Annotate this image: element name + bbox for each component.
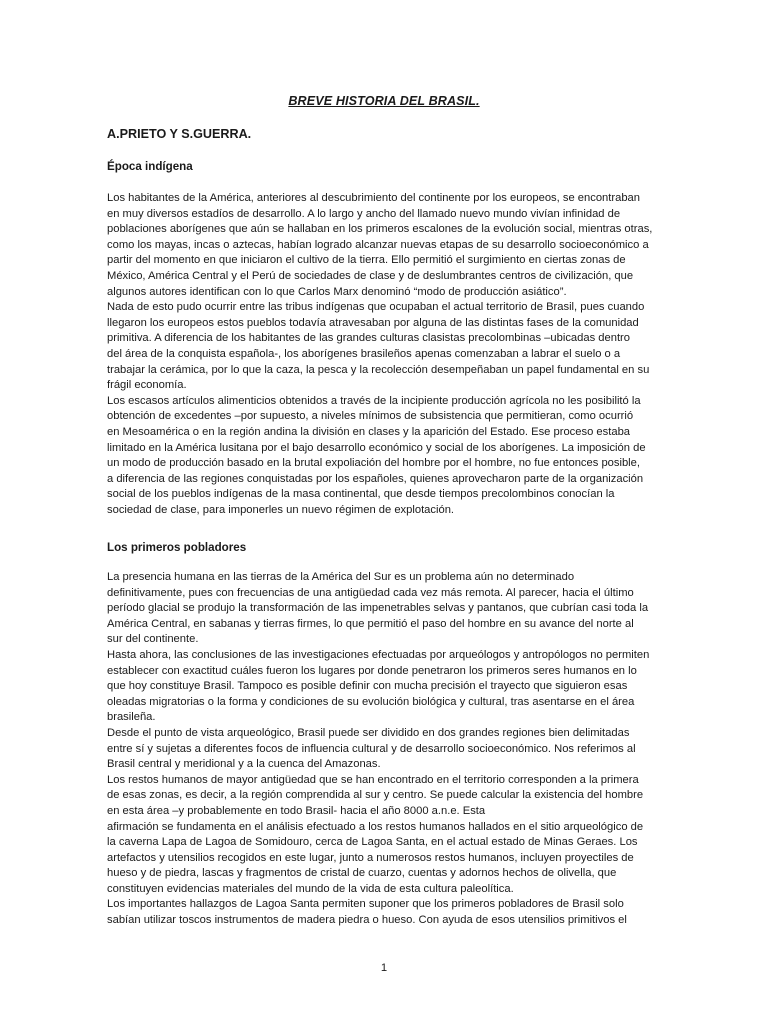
text-line: brasileña. <box>107 711 156 724</box>
text-line: Hasta ahora, las conclusiones de las investigaciones efectuadas por arqueólogos y antropólogos no permiten <box>107 648 650 661</box>
section-body-primeros-pobladores <box>107 570 673 929</box>
text-line: sur del continente. <box>107 633 199 646</box>
text-line: Los escasos artículos alimenticios obtenidos a través de la incipiente producción agrícola no les posibilitó la <box>107 394 641 407</box>
text-line: sociedad de clase, para imponerles un nuevo régimen de explotación. <box>107 503 455 516</box>
text-line: afirmación se fundamenta en el análisis efectuado a los restos humanos hallados en el sitio arqueológico de <box>107 820 644 833</box>
text-line: La presencia humana en las tierras de la América del Sur es un problema aún no determinado <box>107 571 575 583</box>
text-line: América Central, en sabanas y tierras firmes, lo que permitió el paso del hombre en su avance del norte al <box>107 617 634 630</box>
text-line: Los habitantes de la América, anteriores al descubrimiento del continente por los europeos, se encontraban <box>107 192 640 204</box>
document-authors: A.PRIETO Y S.GUERRA. <box>107 127 252 141</box>
section-body-epoca-indigena <box>107 191 673 518</box>
text-line: un modo de producción basado en la brutal expoliación del hombre por el hombre, no fue entonces posible, <box>107 457 641 470</box>
text-line: Los restos humanos de mayor antigüedad que se han encontrado en el territorio corresponden a la primera <box>107 773 639 786</box>
text-line: establecer con exactitud cuáles fueron los lugares por donde penetraron los primeros seres humanos en lo <box>107 664 637 677</box>
text-line: trabajar la cerámica, por lo que la caza, la pesca y la recolección desempeñaban un papel fundamental en su <box>107 363 650 376</box>
text-line: que hoy constituye Brasil. Tampoco es posible definir con mucha precisión el trayecto que siguieron esas <box>107 680 628 693</box>
text-line: Nada de esto pudo ocurrir entre las tribus indígenas que ocupaban el actual territorio de Brasil, pues cuando <box>107 301 645 314</box>
text-line: obtención de excedentes –por supuesto, a niveles mínimos de subsistencia que permitieran, como ocurrió <box>107 410 634 423</box>
text-line: del área de la conquista española-, los aborígenes brasileños apenas comenzaban a labrar el suelo o a <box>107 347 621 360</box>
text-line: limitado en la América lusitana por el bajo desarrollo económico y social de los aborígenes. La imposición de <box>107 441 646 454</box>
text-line: Los importantes hallazgos de Lagoa Santa permiten suponer que los primeros pobladores de Brasil solo <box>107 898 624 911</box>
document-title: BREVE HISTORIA DEL BRASIL. <box>288 94 480 108</box>
section-heading-epoca-indigena: Época indígena <box>107 160 193 173</box>
text-line: período glacial se produjo la transformación de las impenetrables selvas y pantanos, que cubrían casi toda la <box>107 602 649 615</box>
text-line: en muy diversos estadíos de desarrollo. A lo largo y ancho del llamado nuevo mundo vivían infinidad de <box>107 207 621 220</box>
page-number: 1 <box>380 962 388 974</box>
text-line: algunos autores identifican con lo que Carlos Marx denominó “modo de producción asiático”. <box>107 285 567 298</box>
text-line: artefactos y utensilios recogidos en este lugar, junto a numerosos restos humanos, incluyen proyectiles de <box>107 851 634 864</box>
text-line: Brasil central y meridional y a la cuenca del Amazonas. <box>107 758 381 771</box>
text-line: frágil economía. <box>107 379 187 392</box>
text-line: poblaciones aborígenes que aún se hallaban en los primeros escalones de la evolución social, mientras otras, <box>107 223 653 236</box>
text-line: partir del momento en que iniciaron el cultivo de la tierra. Ello permitió el surgimiento en ciertas zonas de <box>107 254 626 267</box>
text-line: la caverna Lapa de Lagoa de Somidouro, cerca de Lagoa Santa, en el actual estado de Minas Geraes. Los <box>107 836 638 849</box>
text-line: en esta área –y probablemente en todo Brasil- hacia el año 8000 a.n.e. Esta <box>107 804 486 817</box>
text-line: México, América Central y el Perú de sociedades de clase y de deslumbrantes centros de civilización, que <box>107 269 634 282</box>
text-line: definitivamente, pues con frecuencias de una antigüedad cada vez más remota. Al parecer, hacia el último <box>107 586 634 599</box>
text-line: llegaron los europeos estos pueblos todavía atravesaban por alguna de las distintas fases de la comunidad <box>107 316 639 329</box>
text-line: Desde el punto de vista arqueológico, Brasil puede ser dividido en dos grandes regiones bien delimitadas <box>107 726 630 739</box>
section-heading-primeros-pobladores: Los primeros pobladores <box>107 541 247 554</box>
text-line: entre sí y sujetas a diferentes focos de influencia cultural y de desarrollo socioeconómico. Nos referimos al <box>107 742 636 755</box>
text-line: en Mesoamérica o en la región andina la división en clases y la aparición del Estado. Ese proceso estaba <box>107 425 631 438</box>
text-line: oleadas migratorias o la forma y condiciones de su evolución biológica y cultural, tras asentarse en el área <box>107 695 635 708</box>
text-line: social de los pueblos indígenas de la masa continental, que desde tiempos precolombinos conocían la <box>107 488 615 501</box>
text-line: como los mayas, incas o aztecas, habían logrado alcanzar nuevas etapas de su desarrollo socioeconómico a <box>107 238 649 251</box>
text-line: constituyen evidencias materiales del mundo de la vida de esta cultura paleolítica. <box>107 882 514 895</box>
text-line: primitiva. A diferencia de los habitantes de las grandes culturas clasistas precolombinas –ubicadas dentro <box>107 332 630 345</box>
text-line: hueso y de piedra, lascas y fragmentos de cristal de cuarzo, cuentas y adornos hechos de olivella, que <box>107 867 617 880</box>
text-line: de esas zonas, es decir, a la región comprendida al sur y centro. Se puede calcular la existencia del hombre <box>107 789 644 802</box>
text-line: sabían utilizar toscos instrumentos de madera piedra o hueso. Con ayuda de esos utensilios primitivos el <box>107 914 627 927</box>
text-line: a diferencia de las regiones conquistadas por los españoles, quienes aprovecharon parte de la organización <box>107 472 644 485</box>
